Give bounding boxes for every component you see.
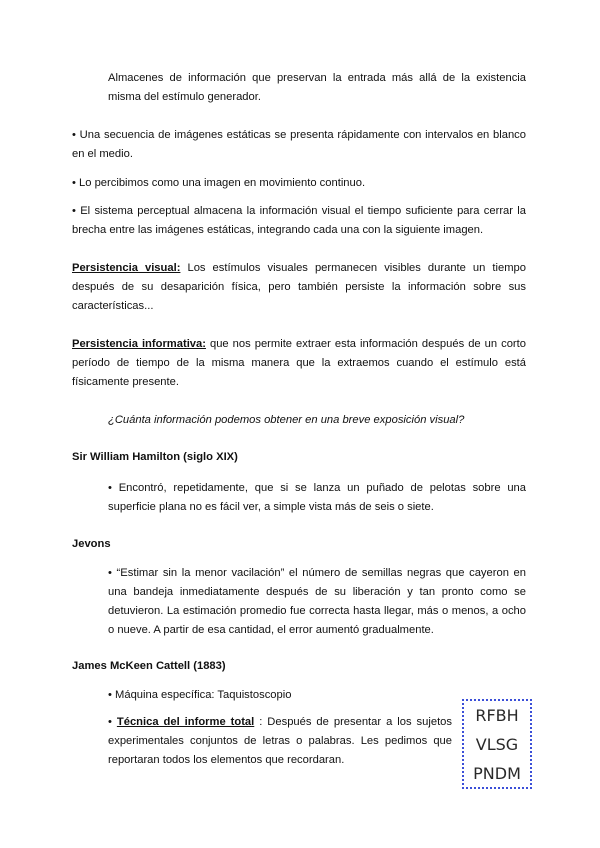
- letter-stimulus-box: [462, 699, 532, 789]
- technique-term: Técnica del informe total: [116, 716, 255, 728]
- persistencia-visual-text: Los estímulos visuales permanecen visibles durante un tiempo después de su desaparición física, pero también persiste la información sobre sus características...: [72, 262, 526, 312]
- stimulus-row: RFBH: [475, 706, 519, 725]
- persistencia-informativa-term: Persistencia informativa:: [72, 338, 206, 350]
- bullet-movement: • Lo percibimos como una imagen en movimiento continuo.: [72, 177, 366, 189]
- cattell-item-technique: [108, 713, 452, 770]
- technique-text: : Después de presentar a los sujetos experimentales conjuntos de letras o palabras. Les pedimos que reportaran todos los elementos que recordaran.: [108, 716, 452, 766]
- stimulus-row: PNDM: [473, 764, 521, 783]
- cattell-item-machine: • Máquina específica: Taquistoscopio: [108, 689, 292, 701]
- bullet-marker: •: [108, 716, 117, 728]
- jevons-heading: Jevons: [72, 538, 111, 550]
- hamilton-heading: Sir William Hamilton (siglo XIX): [72, 451, 238, 463]
- hamilton-text: • Encontró, repetidamente, que si se lanza un puñado de pelotas sobre una superficie plana no es fácil ver, a simple vista más de seis o siete.: [108, 482, 526, 513]
- question: ¿Cuánta información podemos obtener en una breve exposición visual?: [108, 414, 465, 426]
- persistencia-informativa-text: que nos permite extraer esta información después de un corto período de tiempo de la misma manera que la extraemos cuando el estímulo está físicamente presente.: [72, 338, 526, 388]
- cattell-heading: James McKeen Cattell (1883): [72, 660, 226, 672]
- stimulus-row: VLSG: [475, 735, 519, 754]
- persistencia-informativa-paragraph: [72, 335, 526, 392]
- intro-paragraph: Almacenes de información que preservan la entrada más allá de la existencia misma del estímulo generador.: [108, 72, 526, 103]
- persistencia-visual-term: Persistencia visual:: [72, 262, 181, 274]
- bullet-perceptual-system: • El sistema perceptual almacena la información visual el tiempo suficiente para cerrar la brecha entre las imágenes estáticas, integrando cada una con la siguiente imagen.: [72, 205, 526, 236]
- jevons-text: • “Estimar sin la menor vacilación” el número de semillas negras que cayeron en una bandeja inmediatamente después de su liberación y tan pronto como se detuvieron. La estimación promedio fue correcta hasta llegar, más o menos, a ocho o nueve. A partir de esa cantidad, el error aumentó gradualmente.: [108, 567, 526, 636]
- persistencia-visual-paragraph: [72, 259, 526, 316]
- bullet-sequence: • Una secuencia de imágenes estáticas se presenta rápidamente con intervalos en blanco en el medio.: [72, 129, 526, 160]
